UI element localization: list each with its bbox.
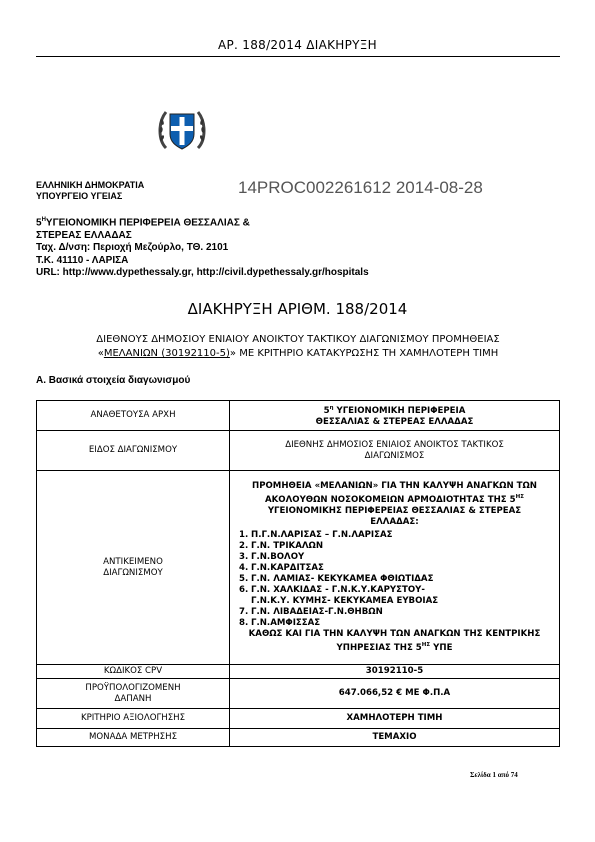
row-label: ΑΝΤΙΚΕΙΜΕΝΟ ΔΙΑΓΩΝΙΣΜΟΥ <box>37 471 230 665</box>
hospital-number: 1. <box>239 530 249 540</box>
table-row <box>37 679 560 709</box>
row-value: ΠΡΟΜΗΘΕΙΑ «ΜΕΛΑΝΙΩΝ» ΓΙΑ ΤΗΝ ΚΑΛΥΨΗ ΑΝΑΓΚΩΝ ΤΩΝ ΑΚΟΛΟΥΘΩΝ ΝΟΣΟΚΟΜΕΙΩΝ ΑΡΜΟΔΙΟΤΗΤΑΣ ΤΗΣ $5^{H\Sigma}$ ΥΓΕΙΟΝΟΜΙΚΗΣ ΠΕΡΙΦΕΡΕΙΑΣ ΘΕΣΣΑΛΙΑΣ & ΣΤΕΡΕΑΣ ΕΛΛΑΔΑΣ: 1. Π.Γ.Ν.ΛΑΡΙΣΑΣ – Γ.Ν.ΛΑΡΙΣΑΣ 2. Γ.Ν. ΤΡΙΚΑΛΩΝ 3. Γ.Ν.ΒΟΛΟΥ 4. Γ.Ν.ΚΑΡΔΙΤΣΑΣ 5. Γ.Ν. ΛΑΜΙΑΣ- ΚΕΚΥΚΑΜΕΑ ΦΘΙΩΤΙΔΑΣ 6. Γ.Ν. ΧΑΛΚΙΔΑΣ - Γ.Ν.Κ.Υ.ΚΑΡΥΣΤΟΥ- Γ.Ν.Κ.Υ. ΚΥΜΗΣ- ΚΕΚΥΚΑΜΕΑ ΕΥΒΟΙΑΣ 7. Γ.Ν. ΛΙΒΑΔΕΙΑΣ-Γ.Ν.ΘΗΒΩΝ 8. Γ.Ν.ΑΜΦΙΣΣΑΣ ΚΑΘΩΣ ΚΑΙ ΓΙΑ ΤΗΝ ΚΑΛΥΨΗ ΤΩΝ ΑΝΑΓΚΩΝ ΤΗΣ ΚΕΝΤΡΙΚΗΣ ΥΠΗΡΕΣΙΑΣ ΤΗΣ $5^{H\Sigma}$ ΥΠΕ <box>230 471 560 665</box>
hospital-number: 2. <box>239 541 249 551</box>
sender-line: ΥΠΟΥΡΓΕΙΟ ΥΓΕΙΑΣ <box>36 191 123 201</box>
table-row <box>37 729 560 747</box>
hospital-number: 7. <box>239 607 249 617</box>
document-title: ΔΙΑΚΗΡΥΞΗ ΑΡΙΘΜ. 188/2014 <box>187 300 408 318</box>
document-subtitle <box>36 333 560 361</box>
page-number: Σελίδα 1 από 74 <box>470 771 518 779</box>
header-divider <box>36 56 560 57</box>
address-block <box>36 214 369 280</box>
row-value: ΧΑΜΗΛΟΤΕΡΗ ΤΙΜΗ <box>230 709 560 729</box>
hospital-name: Γ.Ν. ΛΙΒΑΔΕΙΑΣ-Γ.Ν.ΘΗΒΩΝ <box>251 607 383 617</box>
page-header-title: ΑΡ. 188/2014 ΔΙΑΚΗΡΥΞΗ <box>218 38 377 52</box>
row-label: ΚΡΙΤΗΡΙΟ ΑΞΙΟΛΟΓΗΣΗΣ <box>37 709 230 729</box>
address-line: $5^H\Upsilon\Gamma EIONOMIKH$ ΠΕΡΙΦΕΡΕΙΑ ΘΕΣΣΑΛΙΑΣ & <box>36 217 250 229</box>
row-label: ΑΝΑΘΕΤΟΥΣΑ ΑΡΧΗ <box>37 401 230 431</box>
row-label: ΜΟΝΑΔΑ ΜΕΤΡΗΣΗΣ <box>37 729 230 747</box>
row-label: ΚΩΔΙΚΟΣ CPV <box>37 665 230 679</box>
hospital-name: Γ.Ν. ΤΡΙΚΑΛΩΝ <box>251 541 324 551</box>
hospital-item <box>233 563 556 574</box>
hospital-item <box>233 574 556 585</box>
hospital-item <box>233 541 556 552</box>
table-row <box>37 431 560 471</box>
hospital-name: Γ.Ν.ΚΑΡΔΙΤΣΑΣ <box>251 563 324 573</box>
hospital-item <box>233 530 556 541</box>
table-row <box>37 401 560 431</box>
subtitle-line: «ΜΕΛΑΝΙΩΝ (30192110-5)» ΜΕ ΚΡΙΤΗΡΙΟ ΚΑΤΑΚΥΡΩΣΗΣ ΤΗ ΧΑΜΗΛΟΤΕΡΗ ΤΙΜΗ <box>97 348 499 359</box>
table-row <box>37 665 560 679</box>
row-value: ΤΕΜΑΧΙΟ <box>230 729 560 747</box>
sender-line: ΕΛΛΗΝΙΚΗ ΔΗΜΟΚΡΑΤΙΑ <box>36 180 145 190</box>
section-title: Α. Βασικά στοιχεία διαγωνισμού <box>36 375 191 386</box>
row-value: 647.066,52 € ΜΕ Φ.Π.Α <box>230 679 560 709</box>
hospital-item <box>233 618 556 629</box>
row-label: ΠΡΟΫΠΟΛΟΓΙΖΟΜΕΝΗ ΔΑΠΑΝΗ <box>37 679 230 709</box>
hospital-number: 4. <box>239 563 249 573</box>
protocol-stamp: 14PROC002261612 2014-08-28 <box>238 178 483 197</box>
hospital-name: Π.Γ.Ν.ΛΑΡΙΣΑΣ – Γ.Ν.ΛΑΡΙΣΑΣ <box>251 530 393 540</box>
row-value: $5^\eta$ ΥΓΕΙΟΝΟΜΙΚΗ ΠΕΡΙΦΕΡΕΙΑ ΘΕΣΣΑΛΙΑΣ & ΣΤΕΡΕΑΣ ΕΛΛΑΔΑΣ <box>230 401 560 431</box>
subtitle-line: ΔΙΕΘΝΟΥΣ ΔΗΜΟΣΙΟΥ ΕΝΙΑΙΟΥ ΑΝΟΙΚΤΟΥ ΤΑΚΤΙΚΟΥ ΔΙΑΓΩΝΙΣΜΟΥ ΠΡΟΜΗΘΕΙΑΣ <box>96 334 500 345</box>
hospital-name: Γ.Ν. ΛΑΜΙΑΣ- ΚΕΚΥΚΑΜΕΑ ΦΘΙΩΤΙΔΑΣ <box>251 574 434 584</box>
row-label: ΕΙΔΟΣ ΔΙΑΓΩΝΙΣΜΟΥ <box>37 431 230 471</box>
hospital-number: 8. <box>239 618 249 628</box>
hospital-name: Γ.Ν.ΑΜΦΙΣΣΑΣ <box>251 618 321 628</box>
address-line: ΣΤΕΡΕΑΣ ΕΛΛΑΔΑΣ <box>36 229 132 241</box>
row-value: 30192110-5 <box>230 665 560 679</box>
hospital-item <box>233 585 556 607</box>
greek-emblem-icon <box>156 104 208 156</box>
table-row <box>37 709 560 729</box>
hospital-item <box>233 552 556 563</box>
address-line: Ταχ. Δ/νση: Περιοχή Μεζούρλο, ΤΘ. 2101 <box>36 242 229 254</box>
hospital-number: 5. <box>239 574 249 584</box>
address-url: URL: http://www.dypethessaly.gr, http://civil.dypethessaly.gr/hospitals <box>36 267 369 279</box>
hospital-name-cont: Γ.Ν.Κ.Υ. ΚΥΜΗΣ- ΚΕΚΥΚΑΜΕΑ ΕΥΒΟΙΑΣ <box>251 596 439 606</box>
hospital-name: Γ.Ν.ΒΟΛΟΥ <box>251 552 305 562</box>
hospital-list <box>233 530 556 629</box>
table-row <box>37 471 560 665</box>
sender-block <box>36 180 144 202</box>
row-value: ΔΙΕΘΝΗΣ ΔΗΜΟΣΙΟΣ ΕΝΙΑΙΟΣ ΑΝΟΙΚΤΟΣ ΤΑΚΤΙΚΟΣ ΔΙΑΓΩΝΙΣΜΟΣ <box>230 431 560 471</box>
hospital-number: 3. <box>239 552 249 562</box>
hospital-number: 6. <box>239 585 249 595</box>
hospital-name: Γ.Ν. ΧΑΛΚΙΔΑΣ - Γ.Ν.Κ.Υ.ΚΑΡΥΣΤΟΥ- <box>251 585 425 595</box>
address-line: Τ.Κ. 41110 - ΛΑΡΙΣΑ <box>36 254 129 266</box>
tender-info-table <box>36 400 560 747</box>
hospital-item <box>233 607 556 618</box>
